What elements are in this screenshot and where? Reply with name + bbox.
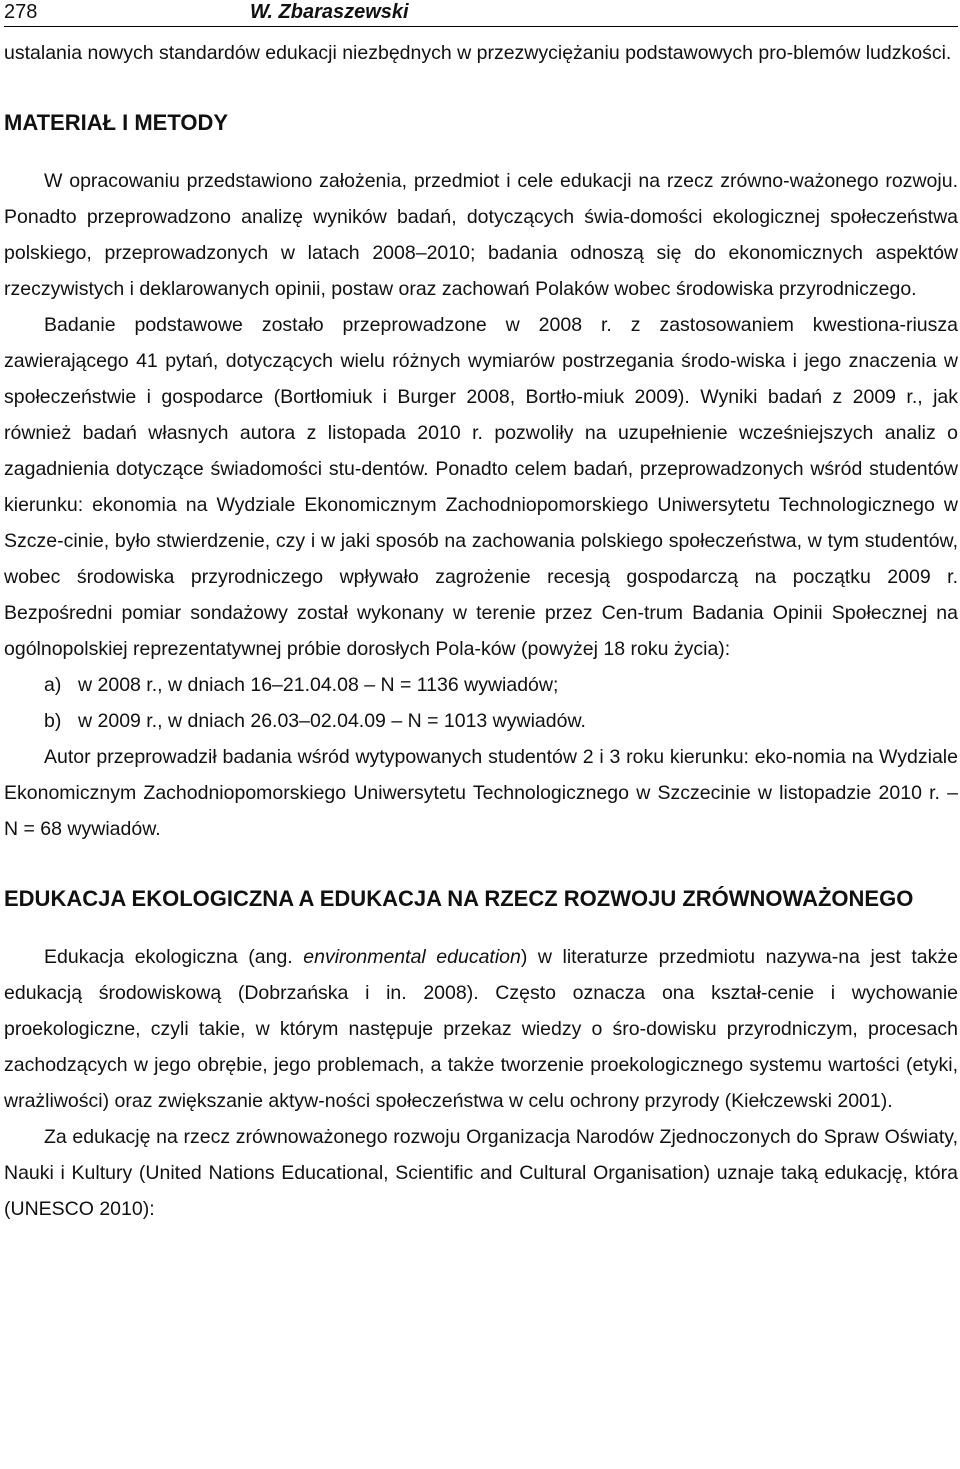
education-paragraph-1-start: Edukacja ekologiczna (ang. — [44, 946, 304, 968]
page-number: 278 — [4, 1, 38, 23]
methods-paragraph-3: Autor przeprowadził badania wśród wytypowanych studentów 2 i 3 roku kierunku: eko-nomia na Wydziale Ekonomicznym Zachodniopomorskiego Uniwersytetu Technologicznego w Szczecinie w listopadzie 2010 r. – N = 68 wywiadów. — [4, 746, 958, 840]
survey-list — [4, 667, 958, 739]
education-paragraph-1 — [4, 939, 958, 1119]
english-term: environmental education — [303, 946, 521, 968]
running-author: W. Zbaraszewski — [250, 1, 409, 23]
education-paragraph-1-rest: ) w literaturze przedmiotu nazywa-na jest także edukacją środowiskową (Dobrzańska i in. 2008). Często oznacza ona kształ-cenie i wychowanie proekologiczne, czyli takie, w którym następuje przekaz wiedzy o śro-dowisku przyrodniczym, procesach zachodzących w jego obrębie, jego problemach, a także tworzenie proekologicznego systemu wartości (etyki, wrażliwości) oraz zwiększanie aktyw-ności społeczeństwa w celu ochrony przyrody (Kiełczewski 2001). — [4, 946, 958, 1112]
education-paragraph-2: Za edukację na rzecz zrównoważonego rozwoju Organizacja Narodów Zjednoczonych do Spraw Oświaty, Nauki i Kultury (United Nations Educational, Scientific and Cultural Organisation) uznaje taką edukację, która (UNESCO 2010): — [4, 1126, 958, 1220]
list-item — [4, 703, 958, 739]
section-heading-ecological-education: EDUKACJA EKOLOGICZNA A EDUKACJA NA RZECZ ROZWOJU ZRÓWNOWAŻONEGO — [4, 886, 914, 911]
list-item-text: w 2009 r., w dniach 26.03–02.04.09 – N = 1013 wywiadów. — [78, 710, 586, 732]
list-item — [4, 667, 958, 703]
running-header — [4, 0, 958, 27]
section-heading-materials-methods: MATERIAŁ I METODY — [4, 110, 229, 135]
list-marker: b) — [44, 710, 62, 732]
methods-paragraph-2: Badanie podstawowe zostało przeprowadzone w 2008 r. z zastosowaniem kwestiona-riusza zawierającego 41 pytań, dotyczących wielu różnych wymiarów postrzegania środo-wiska i jego znaczenia w społeczeństwie i gospodarce (Bortłomiuk i Burger 2008, Bortło-miuk 2009). Wyniki badań z 2009 r., jak również badań własnych autora z listopada 2010 r. pozwoliły na uzupełnienie wcześniejszych analiz o zagadnienia dotyczące świadomości stu-dentów. Ponadto celem badań, przeprowadzonych wśród studentów kierunku: ekonomia na Wydziale Ekonomicznym Zachodniopomorskiego Uniwersytetu Technologicznego w Szcze-cinie, było stwierdzenie, czy i w jaki sposób na zachowania polskiego społeczeństwa, w tym studentów, wobec środowiska przyrodniczego wpływało zagrożenie recesją gospodarczą na początku 2009 r. Bezpośredni pomiar sondażowy został wykonany w terenie przez Cen-trum Badania Opinii Społecznej na ogólnopolskiej reprezentatywnej próbie dorosłych Pola-ków (powyżej 18 roku życia): — [4, 314, 958, 660]
list-marker: a) — [44, 674, 62, 696]
methods-paragraph-1: W opracowaniu przedstawiono założenia, przedmiot i cele edukacji na rzecz zrówno-ważonego rozwoju. Ponadto przeprowadzono analizę wyników badań, dotyczących świa-domości ekologicznej społeczeństwa polskiego, przeprowadzonych w latach 2008–2010; badania odnoszą się do ekonomicznych aspektów rzeczywistych i deklarowanych opinii, postaw oraz zachowań Polaków wobec środowiska przyrodniczego. — [4, 170, 958, 300]
page — [4, 0, 958, 1227]
intro-paragraph: ustalania nowych standardów edukacji niezbędnych w przezwyciężaniu podstawowych pro-blemów ludzkości. — [4, 42, 952, 64]
list-item-text: w 2008 r., w dniach 16–21.04.08 – N = 1136 wywiadów; — [78, 674, 559, 696]
